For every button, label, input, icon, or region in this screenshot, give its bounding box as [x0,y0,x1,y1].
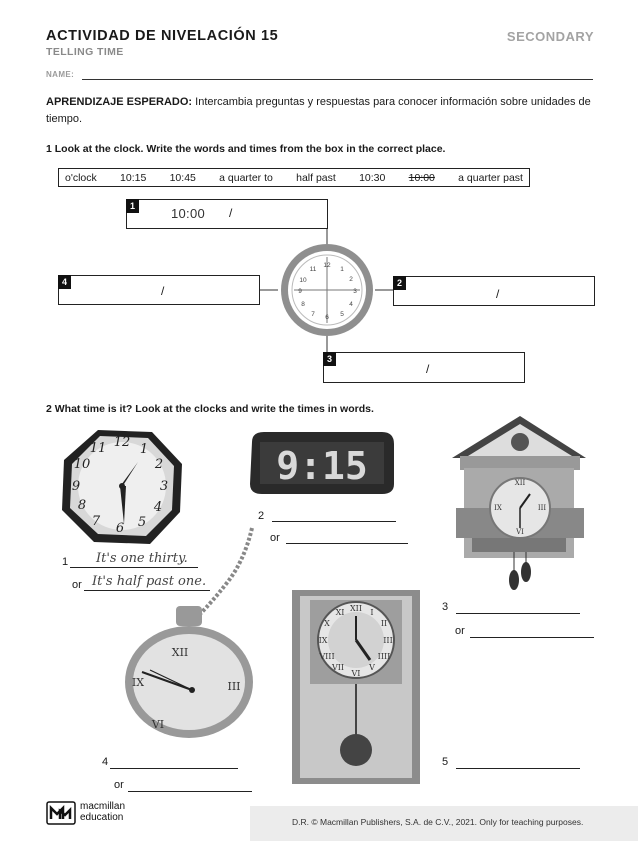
pocket-watch-illustration [114,522,264,742]
clock-numeral: VII [331,663,345,672]
clock-number: 8 [301,301,305,308]
clock-numeral: IX [131,676,145,689]
clock-number: 8 [77,498,87,513]
clock-number: 2 [154,457,164,472]
box-number: 4 [58,275,71,289]
clock-number: 7 [91,514,101,529]
activity-subtitle: TELLING TIME [46,46,124,58]
word-box-item: 10:45 [169,171,196,184]
logo-line: education [80,812,124,823]
slash: / [426,362,430,376]
answer-box-3[interactable] [323,352,525,383]
or-label: or [114,779,124,791]
clock-numeral: I [370,608,374,617]
answer-box-2[interactable] [393,276,595,306]
word-box-item: 10:15 [120,171,147,184]
answer-box-4[interactable] [58,275,260,305]
clock-numeral: IIII [377,652,391,661]
slash: / [161,284,165,298]
digital-display: 9:15 [276,444,368,488]
handwritten-answer: It's half past one. [92,574,207,589]
answer-box-1[interactable] [126,199,328,229]
name-label: NAME: [46,70,75,79]
activity-title: ACTIVIDAD DE NIVELACIÓN 15 [46,28,279,44]
cuckoo-clock-illustration [446,412,592,592]
handwritten-answer: It's one thirty. [96,551,188,566]
box-number: 1 [126,199,139,213]
clock-number: 11 [309,266,317,273]
clock-number: 9 [298,288,302,295]
clock-number: 5 [137,515,147,530]
digital-clock-illustration [246,428,398,498]
clock-numeral: VI [516,528,524,536]
logo-line: macmillan [80,801,126,812]
clock-number: 6 [115,521,125,536]
clock-number: 5 [340,311,344,318]
answer-5-line[interactable] [456,768,580,769]
clock-numeral: XI [335,608,345,617]
clock-numeral: VIII [319,652,335,661]
clock-number: 10 [299,277,307,284]
answer-4-line[interactable] [110,768,238,769]
exercise2-instruction: 2 What time is it? Look at the clocks and write the times in words. [46,403,374,415]
word-box-item: o'clock [65,171,97,184]
clock-numeral: II [380,619,388,628]
clock-numeral: VI [351,669,361,678]
slash: / [229,206,233,220]
answer-number: 1 [62,556,69,568]
box-number: 2 [393,276,406,290]
clock-numeral: XII [514,479,526,487]
or-label: or [72,579,82,591]
clock-number: 11 [89,441,107,456]
clock-number: 12 [323,262,331,269]
slash: / [496,287,500,301]
clock-numeral: X [324,619,330,628]
word-box-item: 10:30 [359,171,386,184]
clock-number: 10 [73,457,91,472]
clock-number: 1 [340,266,344,273]
exercise1-instruction: 1 Look at the clock. Write the words and times from the box in the correct place. [46,143,446,155]
macmillan-logo-icon [46,801,76,825]
clock-numeral: VI [151,718,165,731]
pendulum-clock-illustration [290,588,422,786]
word-box-item: a quarter past [458,171,523,184]
clock-numeral: IX [494,504,502,512]
clock-numeral: III [537,504,547,512]
clock-number: 7 [311,311,315,318]
box-number: 3 [323,352,336,366]
clock-number: 12 [113,435,131,450]
copyright-notice: D.R. © Macmillan Publishers, S.A. de C.V., 2021. Only for teaching purposes. [292,817,584,827]
answer-number: 2 [258,510,265,522]
answer-number: 5 [442,756,449,768]
publisher-logo-text [80,801,125,823]
word-box-item: a quarter to [219,171,273,184]
word-box-item: half past [296,171,336,184]
clock-numeral: IX [318,636,328,645]
clock-number: 3 [353,288,357,295]
center-clock [276,242,378,338]
or-label: or [455,625,465,637]
clock-number: 3 [159,479,169,494]
clock-numeral: XII [171,646,189,659]
clock-number: 6 [325,314,329,321]
answer-4b-line[interactable] [128,791,252,792]
clock-numeral: III [227,680,241,693]
clock-number: 4 [349,301,353,308]
objective-label: APRENDIZAJE ESPERADO: [46,96,193,108]
answer-2b-line[interactable] [286,543,408,544]
clock-numeral: III [383,636,393,645]
clock-number: 9 [71,479,81,494]
answer-number: 4 [102,756,109,768]
word-box-item-crossed: 10:00 [408,171,435,184]
clock-number: 2 [349,276,353,283]
clock-numeral: XII [349,604,363,613]
answer-3b-line[interactable] [470,637,594,638]
objective-text: Intercambia preguntas y respuestas para conocer información sobre unidades de tiempo. [46,96,591,125]
answer-2-line[interactable] [272,521,396,522]
or-label: or [270,532,280,544]
answer-3-line[interactable] [456,613,580,614]
level-label: SECONDARY [506,29,594,44]
answer-number: 3 [442,601,449,613]
clock-number: 1 [139,442,149,457]
example-time: 10:00 [171,206,206,221]
clock-numeral: V [369,663,375,672]
clock-number: 4 [153,500,163,515]
